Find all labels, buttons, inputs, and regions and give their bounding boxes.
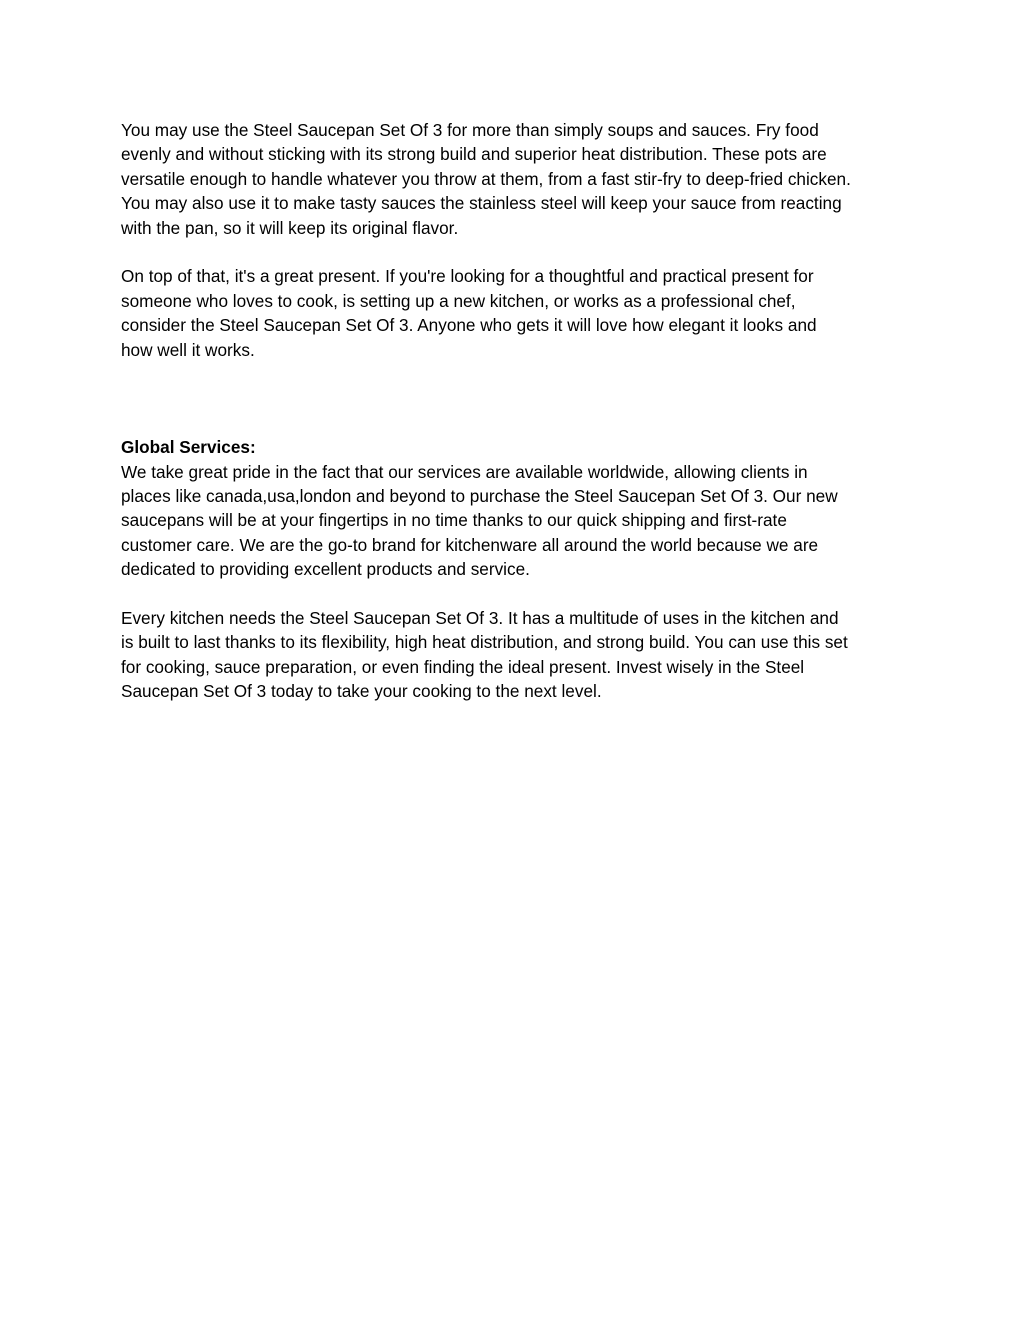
text-line: You may use the Steel Saucepan Set Of 3 for more than simply soups and sauces. Fry food bbox=[121, 120, 819, 140]
intro-paragraph bbox=[121, 118, 911, 240]
text-line: saucepans will be at your fingertips in no time thanks to our quick shipping and first-rate bbox=[121, 510, 787, 531]
text-line: for cooking, sauce preparation, or even finding the ideal present. Invest wisely in the Steel bbox=[121, 656, 805, 677]
text-line: places like canada,usa,london and beyond to purchase the Steel Saucepan Set Of 3. Our new bbox=[121, 486, 838, 507]
section-spacer bbox=[121, 362, 911, 435]
text-line: Every kitchen needs the Steel Saucepan Set Of 3. It has a multitude of uses in the kitchen and bbox=[121, 608, 839, 629]
text-line: someone who loves to cook, is setting up a new kitchen, or works as a professional chef, bbox=[121, 290, 796, 311]
paragraph-spacer bbox=[121, 240, 911, 264]
text-line: You may also use it to make tasty sauces the stainless steel will keep your sauce from reacting bbox=[121, 193, 842, 214]
text-line: We take great pride in the fact that our services are available worldwide, allowing clients in bbox=[121, 461, 808, 482]
global-services-paragraph bbox=[121, 460, 911, 582]
document-page bbox=[121, 118, 911, 704]
paragraph-spacer bbox=[121, 582, 911, 606]
text-line: is built to last thanks to its flexibility, high heat distribution, and strong build. You can use this set bbox=[121, 632, 848, 653]
text-line: Saucepan Set Of 3 today to take your cooking to the next level. bbox=[121, 681, 602, 702]
gift-paragraph bbox=[121, 264, 911, 362]
text-line: versatile enough to handle whatever you throw at them, from a fast stir-fry to deep-fried chicken. bbox=[121, 168, 851, 189]
section-heading: Global Services: bbox=[121, 437, 256, 458]
text-line: consider the Steel Saucepan Set Of 3. Anyone who gets it will love how elegant it looks and bbox=[121, 315, 817, 336]
closing-paragraph bbox=[121, 606, 911, 704]
text-line: with the pan, so it will keep its original flavor. bbox=[121, 217, 459, 238]
text-line: how well it works. bbox=[121, 339, 255, 360]
text-line: customer care. We are the go-to brand for kitchenware all around the world because we are bbox=[121, 534, 819, 555]
text-line: evenly and without sticking with its strong build and superior heat distribution. These pots are bbox=[121, 144, 827, 165]
text-line: dedicated to providing excellent products and service. bbox=[121, 559, 530, 580]
text-line: On top of that, it's a great present. If you're looking for a thoughtful and practical present for bbox=[121, 266, 814, 287]
